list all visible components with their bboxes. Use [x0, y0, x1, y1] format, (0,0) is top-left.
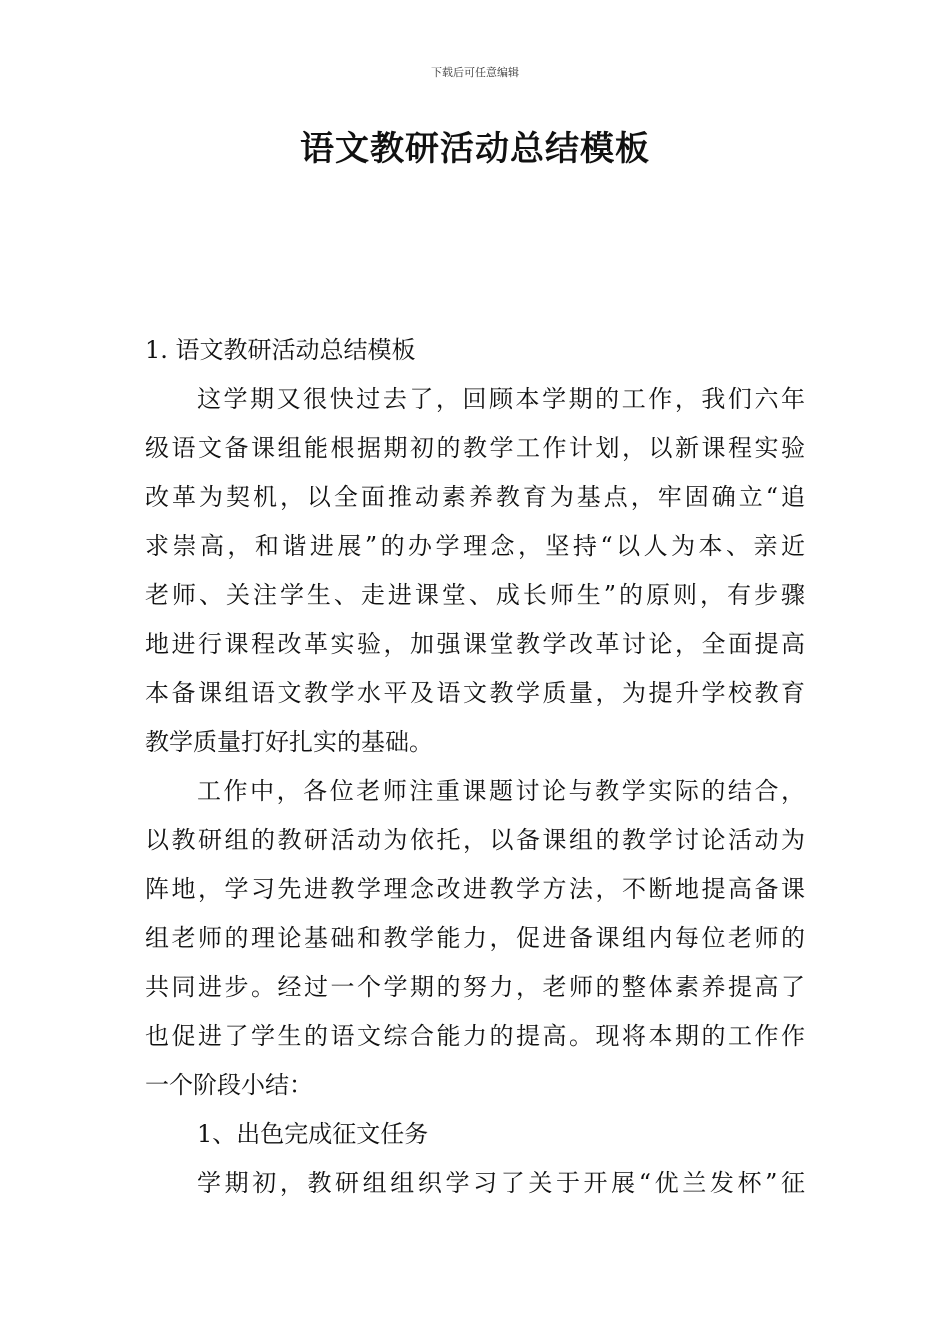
- paragraph-line: 以教研组的教研活动为依托，以备课组的教学讨论活动为: [145, 826, 805, 854]
- subheading: 1、出色完成征文任务: [197, 1120, 429, 1148]
- paragraph-line: 工作中，各位老师注重课题讨论与教学实际的结合，: [197, 777, 805, 805]
- paragraph-line: 地进行课程改革实验，加强课堂教学改革讨论，全面提高: [145, 630, 805, 658]
- paragraph-line: 也促进了学生的语文综合能力的提高。现将本期的工作作: [145, 1022, 805, 1050]
- paragraph-line: 共同进步。经过一个学期的努力，老师的整体素养提高了: [145, 973, 805, 1001]
- paragraph-line: 求崇高，和谐进展”的办学理念，坚持“以人为本、亲近: [145, 532, 805, 560]
- paragraph-line: 组老师的理论基础和教学能力，促进备课组内每位老师的: [145, 924, 805, 952]
- paragraph-line: 一个阶段小结：: [145, 1071, 313, 1099]
- paragraph-line: 老师、关注学生、走进课堂、成长师生”的原则，有步骤: [145, 581, 805, 609]
- paragraph-line: 改革为契机，以全面推动素养教育为基点，牢固确立“追: [145, 483, 805, 511]
- paragraph-line: 学期初，教研组组织学习了关于开展“优兰发杯”征: [197, 1169, 805, 1197]
- paragraph-line: 教学质量打好扎实的基础。: [145, 728, 433, 756]
- document-title: 语文教研活动总结模板: [300, 129, 650, 169]
- header-note: 下载后可任意编辑: [431, 66, 519, 79]
- paragraph-line: 这学期又很快过去了，回顾本学期的工作，我们六年: [197, 385, 805, 413]
- paragraph-line: 级语文备课组能根据期初的教学工作计划，以新课程实验: [145, 434, 805, 462]
- document-body: [145, 326, 805, 1208]
- section-heading: 1. 语文教研活动总结模板: [145, 336, 416, 364]
- paragraph-line: 阵地，学习先进教学理念改进教学方法，不断地提高备课: [145, 875, 805, 903]
- paragraph-line: 本备课组语文教学水平及语文教学质量，为提升学校教育: [145, 679, 805, 707]
